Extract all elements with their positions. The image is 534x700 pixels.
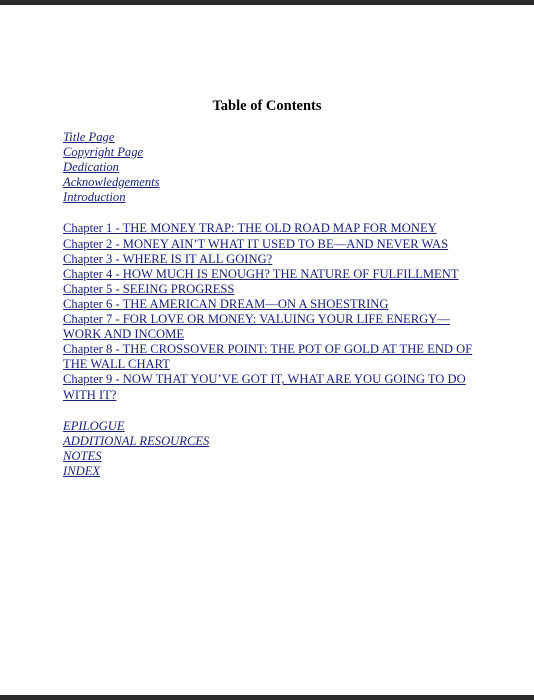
toc-item-chapter-6: [63, 297, 473, 312]
toc-item-chapter-4: [63, 267, 473, 282]
toc-link-notes[interactable]: NOTES: [63, 448, 102, 463]
toc-item-acknowledgements: [63, 175, 473, 190]
toc-item-chapter-9: [63, 372, 473, 402]
toc-title: Table of Contents: [212, 98, 322, 114]
toc-item-chapter-2: [63, 237, 473, 252]
toc-link-epilogue[interactable]: EPILOGUE: [63, 418, 125, 433]
back-matter-list: [63, 419, 473, 479]
toc-item-epilogue: [63, 419, 473, 434]
toc-link-chapter-3[interactable]: Chapter 3 - WHERE IS IT ALL GOING?: [63, 251, 273, 266]
toc-link-chapter-7[interactable]: Chapter 7 - FOR LOVE OR MONEY: VALUING YOUR LIFE ENERGY—WORK AND INCOME: [63, 312, 450, 342]
toc-link-chapter-6[interactable]: Chapter 6 - THE AMERICAN DREAM—ON A SHOESTRING: [63, 296, 389, 311]
toc-link-additional-resources[interactable]: ADDITIONAL RESOURCES: [63, 433, 210, 448]
toc-link-dedication[interactable]: Dedication: [63, 160, 119, 175]
toc-link-title-page[interactable]: Title Page: [63, 130, 115, 144]
toc-item-dedication: [63, 160, 473, 175]
toc-link-index[interactable]: INDEX: [63, 463, 101, 478]
toc-item-index: [63, 464, 473, 479]
toc-item-notes: [63, 449, 473, 464]
section-spacer: [63, 205, 473, 221]
toc-link-chapter-1[interactable]: Chapter 1 - THE MONEY TRAP: THE OLD ROAD MAP FOR MONEY: [63, 221, 437, 236]
toc-item-chapter-1: [63, 221, 473, 236]
toc-item-introduction: [63, 190, 473, 205]
toc-item-chapter-7: [63, 312, 473, 342]
toc-link-chapter-5[interactable]: Chapter 5 - SEEING PROGRESS: [63, 281, 235, 296]
toc-link-chapter-2[interactable]: Chapter 2 - MONEY AIN’T WHAT IT USED TO BE—AND NEVER WAS: [63, 236, 449, 251]
section-spacer: [63, 403, 473, 419]
toc-item-additional-resources: [63, 434, 473, 449]
toc-item-title-page: [63, 130, 473, 145]
chapter-list: [63, 221, 473, 402]
toc-item-chapter-8: [63, 342, 473, 372]
toc-link-chapter-9[interactable]: Chapter 9 - NOW THAT YOU’VE GOT IT, WHAT ARE YOU GOING TO DO WITH IT?: [63, 372, 466, 402]
front-matter-list: [63, 130, 473, 205]
page-top-border: [0, 0, 534, 5]
toc-item-chapter-3: [63, 252, 473, 267]
toc-item-chapter-5: [63, 282, 473, 297]
toc-link-acknowledgements[interactable]: Acknowledgements: [63, 175, 160, 190]
toc-link-copyright-page[interactable]: Copyright Page: [63, 145, 144, 160]
table-of-contents: [63, 96, 473, 479]
toc-link-chapter-4[interactable]: Chapter 4 - HOW MUCH IS ENOUGH? THE NATURE OF FULFILLMENT: [63, 266, 459, 281]
toc-link-chapter-8[interactable]: Chapter 8 - THE CROSSOVER POINT: THE POT OF GOLD AT THE END OF THE WALL CHART: [63, 342, 473, 372]
toc-item-copyright-page: [63, 145, 473, 160]
toc-link-introduction[interactable]: Introduction: [63, 190, 126, 205]
page-bottom-border: [0, 695, 534, 700]
